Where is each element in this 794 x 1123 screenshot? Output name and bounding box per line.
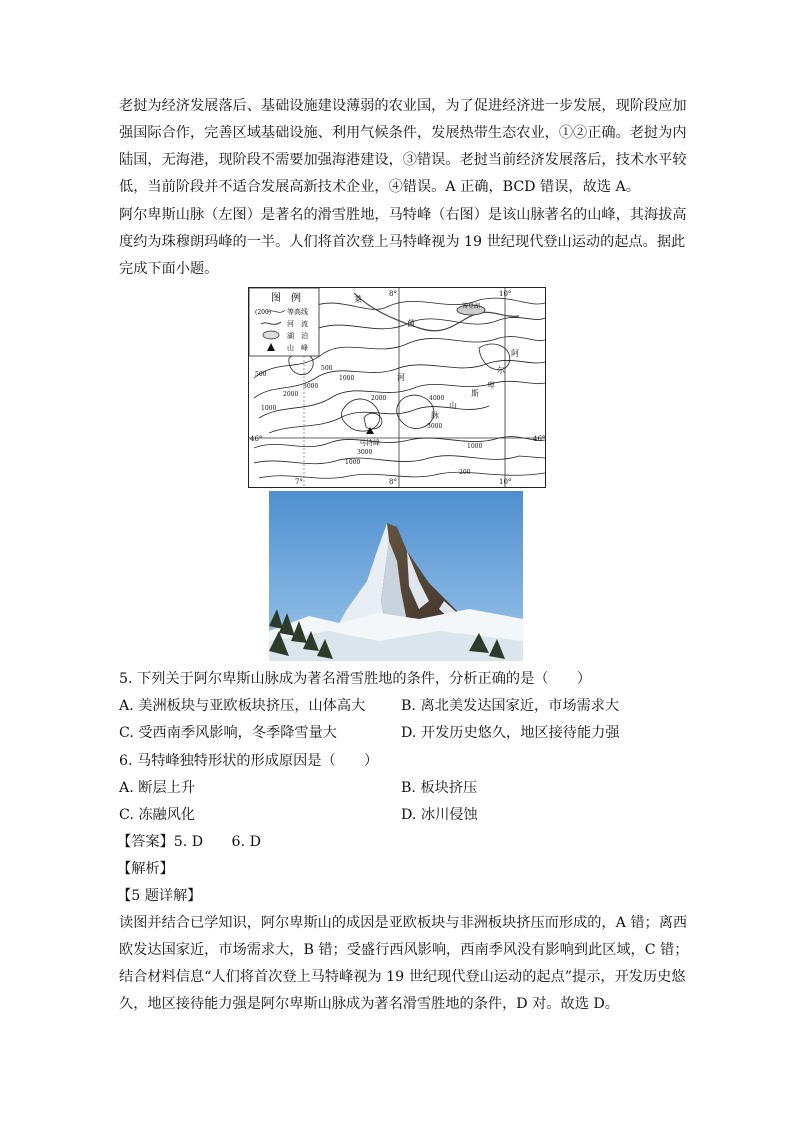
elevation-label: 2000 bbox=[283, 391, 299, 398]
longitude-label: 8° bbox=[389, 290, 397, 298]
passage-line: 阿尔卑斯山脉（左图）是著名的滑雪胜地，马特峰（右图）是该山脉著名的山峰，其海拔高 bbox=[119, 207, 687, 223]
intro-line: 强国际合作，完善区域基础设施、利用气候条件，发展热带生态农业，①②正确。老挝为内 bbox=[119, 125, 687, 141]
elevation-label: 3000 bbox=[357, 449, 373, 456]
intro-paragraph bbox=[119, 93, 687, 201]
elevation-label: 2000 bbox=[371, 395, 387, 402]
elevation-label: 1000 bbox=[261, 405, 277, 412]
map-label: 莱 bbox=[354, 295, 362, 304]
map-label: 山 bbox=[449, 401, 457, 410]
map-label: 阿 bbox=[511, 349, 519, 358]
detail-heading: 【5 题详解】 bbox=[117, 888, 202, 904]
longitude-label: 8° bbox=[389, 478, 397, 486]
legend-item-river: 河 流 bbox=[287, 320, 308, 328]
q5-option-b: B. 离北美发达国家近，市场需求大 bbox=[401, 698, 620, 714]
longitude-label: 7° bbox=[295, 478, 303, 486]
legend-title: 图 例 bbox=[271, 293, 301, 304]
elevation-label: 1000 bbox=[345, 459, 361, 466]
intro-line: 老挝为经济发展落后、基础设施建设薄弱的农业国，为了促进经济进一步发展，现阶段应加 bbox=[119, 98, 687, 114]
map-label: 脉 bbox=[431, 411, 439, 420]
elevation-label: 1000 bbox=[339, 375, 355, 382]
longitude-label: 10° bbox=[499, 478, 512, 486]
q6-option-d: D. 冰川侵蚀 bbox=[401, 807, 478, 823]
elevation-label: 3000 bbox=[427, 423, 443, 430]
alps-contour-map bbox=[248, 287, 546, 488]
elevation-label: 500 bbox=[321, 365, 333, 372]
elevation-label: 500 bbox=[255, 371, 267, 378]
elevation-label: 1000 bbox=[467, 443, 483, 450]
legend-contour-sample: (200) bbox=[255, 309, 272, 316]
map-label: 河 bbox=[397, 373, 405, 382]
q6-option-a: A. 断层上升 bbox=[119, 780, 196, 796]
q5-option-c: C. 受西南季风影响，冬季降雪量大 bbox=[119, 725, 337, 741]
longitude-label: 10° bbox=[499, 290, 512, 298]
q6-option-c: C. 冻融风化 bbox=[119, 807, 196, 823]
detail-paragraph bbox=[119, 910, 689, 1018]
detail-line: 欧发达国家近，市场需求大，B 错；受盛行西风影响，西南季风没有影响到此区域，C 错； bbox=[119, 942, 689, 958]
passage-paragraph bbox=[119, 202, 687, 283]
map-label: 斯 bbox=[471, 389, 479, 398]
passage-line: 度约为珠穆朗玛峰的一半。人们将首次登上马特峰视为 19 世纪现代登山运动的起点。据此 bbox=[119, 234, 686, 250]
map-label-lake: 博登湖 bbox=[462, 303, 481, 310]
detail-line: 结合材料信息“人们将首次登上马特峰视为 19 世纪现代登山运动的起点”提示，开发历史悠 bbox=[119, 969, 686, 985]
map-label: 卑 bbox=[487, 381, 495, 390]
intro-line: 陆国，无海港，现阶段不需要加强海港建设，③错误。老挝当前经济发展落后，技术水平较 bbox=[119, 152, 687, 168]
elevation-label: 3000 bbox=[303, 383, 319, 390]
matterhorn-photo bbox=[269, 491, 523, 661]
legend-item-lake: 湖 泊 bbox=[287, 332, 308, 340]
passage-line: 完成下面小题。 bbox=[119, 261, 219, 277]
legend-item-contour: 等高线 bbox=[287, 308, 308, 316]
legend-item-peak: 山 峰 bbox=[287, 344, 308, 352]
latitude-label: 46° bbox=[533, 435, 545, 443]
q6-option-b: B. 板块挤压 bbox=[401, 780, 478, 796]
question-5: 5. 下列关于阿尔卑斯山脉成为著名滑雪胜地的条件，分析正确的是（ ） bbox=[119, 671, 592, 687]
elevation-label: 4000 bbox=[429, 395, 445, 402]
intro-line: 低，当前阶段并不适合发展高新技术企业，④错误。A 正确，BCD 错误，故选 A。 bbox=[119, 179, 640, 195]
question-6: 6. 马特峰独特形状的形成原因是（ ） bbox=[119, 753, 379, 769]
map-label: 茵 bbox=[407, 319, 415, 328]
answer-label: 【答案】5. D 6. D bbox=[117, 834, 261, 850]
elevation-label: 200 bbox=[459, 469, 471, 476]
latitude-label: 46° bbox=[250, 435, 263, 443]
map-label-peak: 马特峰 bbox=[359, 439, 380, 447]
q5-option-a: A. 美洲板块与亚欧板块挤压，山体高大 bbox=[119, 698, 366, 714]
detail-line: 久，地区接待能力强是阿尔卑斯山脉成为著名滑雪胜地的条件，D 对。故选 D。 bbox=[119, 996, 619, 1012]
detail-line: 读图并结合已学知识，阿尔卑斯山的成因是亚欧板块与非洲板块挤压而形成的，A 错；离西 bbox=[119, 915, 688, 931]
q5-option-d: D. 开发历史悠久，地区接待能力强 bbox=[401, 725, 620, 741]
map-label: 尔 bbox=[497, 366, 505, 375]
analysis-heading: 【解析】 bbox=[117, 861, 174, 877]
